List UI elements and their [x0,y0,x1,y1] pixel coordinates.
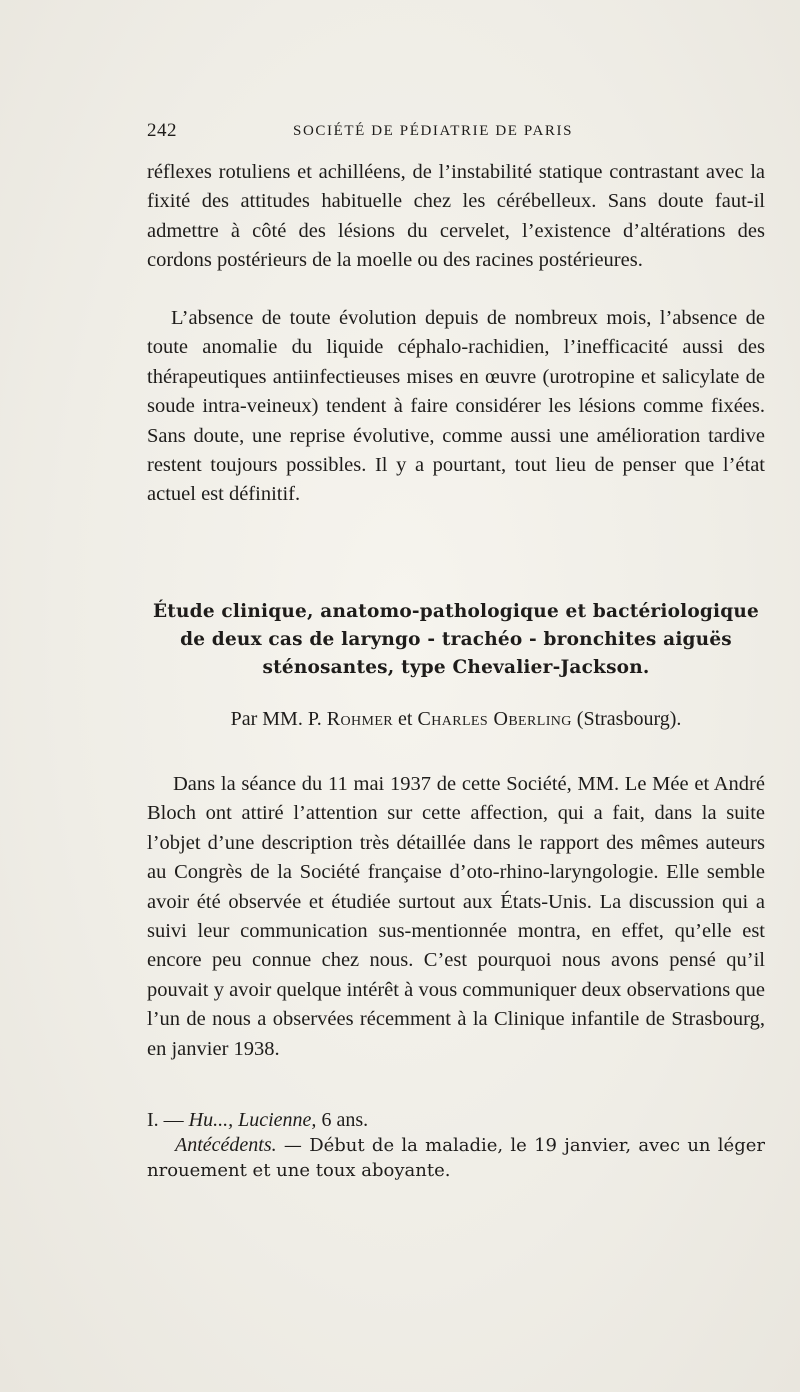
case-numeral: I. — [147,1109,184,1131]
author-rohmer: Rohmer [326,708,394,730]
case-antecedents-label: Antécédents. [175,1134,277,1156]
case-heading [147,1107,765,1133]
case-patient: Hu..., Lucienne, [188,1109,317,1131]
case-antecedents-text: — Début de la maladie, le 19 janvier, avec un léger nrouement et une toux aboyante. [147,1135,765,1181]
journal-title: SOCIÉTÉ DE PÉDIATRIE DE PARIS [293,123,574,139]
page-number: 242 [147,120,177,141]
article-title-line-3: sténosantes, type Chevalier-Jackson. [262,657,650,678]
author-byline [147,705,765,733]
running-header [147,120,615,144]
byline-connector: et [398,708,413,730]
paragraph-introduction: Dans la séance du 11 mai 1937 de cette Société, MM. Le Mée et André Bloch ont attiré l’attention sur cette affection, qui a fait, dans la suite l’objet d’une description très détaillée dans le rapport des mêmes auteurs au Congrès de la Société française d’oto-rhino-laryngologie. Elle semble avoir été observée et étudiée surtout aux États-Unis. La discussion qui a suivi leur communication sus-mentionnée montra, en effet, qu’elle est encore peu connue chez nous. C’est pourquoi nous avons pensé qu’il pouvait y avoir quelque intérêt à vous communiquer deux observations que l’un de nous a observées récemment à la Clinique infantile de Strasbourg, en janvier 1938. [147,773,765,1060]
byline-prefix: Par MM. P. [230,708,322,730]
author-oberling: Charles Oberling [417,708,572,730]
case-age: 6 ans. [321,1109,369,1131]
case-antecedents [147,1133,765,1183]
paragraph-continuation: réflexes rotuliens et achilléens, de l’instabilité statique contrastant avec la fixité des attitudes habituelle chez les cérébelleux. Sans doute faut-il admettre à côté des lésions du cervelet, l’existence d’altérations des cordons postérieurs de la moelle ou des racines postérieures. [147,161,765,272]
article-title [147,598,765,682]
paragraph-evolution: L’absence de toute évolution depuis de nombreux mois, l’absence de toute anomalie du liquide céphalo-rachidien, l’inefficacité aussi des thérapeutiques antiinfectieuses mises en œuvre (urotropine et salicylate de soude intra-veineux) tendent à faire considérer les lésions comme fixées. Sans doute, une reprise évolutive, comme aussi une amélioration tardive restent toujours possibles. Il y a pourtant, tout lieu de penser que l’état actuel est définitif. [147,307,765,506]
byline-location: (Strasbourg). [576,708,682,730]
case-observation [147,1107,765,1183]
article-title-line-1: Étude clinique, anatomo-pathologique et bactériologique [152,601,760,622]
article-title-line-2: de deux cas de laryngo - trachéo - bronchites aiguës [180,629,732,650]
